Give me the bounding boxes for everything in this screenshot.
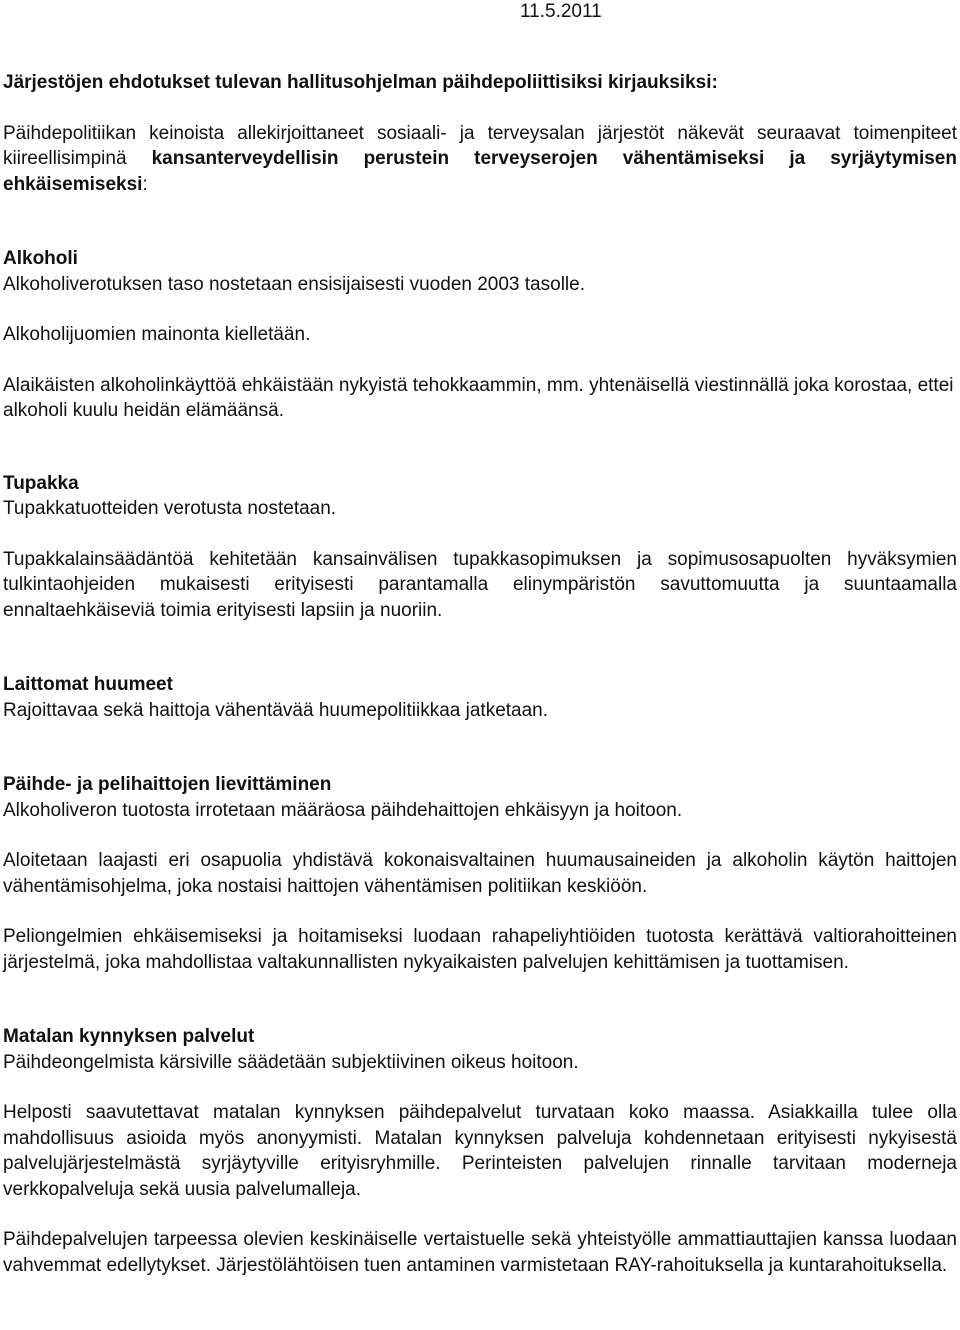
paihde-paragraph-2: Aloitetaan laajasti eri osapuolia yhdistävä kokonaisvaltainen huumausaineiden ja alkoholin käytön haittojen vähentämisohjelma, joka nostaisi haittojen vähentämisen politiikan keskiöön. — [3, 850, 957, 897]
matala-paragraph-1: Päihdeongelmista kärsiville säädetään subjektiivinen oikeus hoitoon. — [3, 1051, 579, 1073]
section-heading-tupakka: Tupakka — [3, 472, 79, 494]
alkoholi-paragraph-1: Alkoholiverotuksen taso nostetaan ensisijaisesti vuoden 2003 tasolle. — [3, 273, 585, 295]
intro-emphasis: kansanterveydellisin perustein terveyserojen vähentämiseksi ja syrjäytymisen ehkäisemiseksi — [3, 148, 957, 195]
document-body — [3, 70, 957, 1278]
alkoholi-paragraph-2: Alkoholijuomien mainonta kielletään. — [3, 324, 311, 345]
alkoholi-paragraph-3: Alaikäisten alkoholinkäyttöä ehkäistään nykyistä tehokkaammin, mm. yhtenäisellä viestinnällä joka korostaa, ettei alkoholi kuulu heidän elämäänsä. — [3, 374, 954, 421]
section-heading-huumeet: Laittomat huumeet — [3, 674, 173, 695]
tupakka-paragraph-1: Tupakkatuotteiden verotusta nostetaan. — [3, 498, 337, 519]
paihde-paragraph-1: Alkoholiveron tuotosta irrotetaan määräosa päihdehaittojen ehkäisyyn ja hoitoon. — [3, 799, 683, 821]
document-title: Järjestöjen ehdotukset tulevan hallitusohjelman päihdepoliittisiksi kirjauksiksi: — [3, 72, 718, 93]
document-date: 11.5.2011 — [520, 1, 602, 22]
huumeet-paragraph-1: Rajoittavaa sekä haittoja vähentävää huumepolitiikkaa jatketaan. — [3, 699, 549, 721]
section-heading-matala: Matalan kynnyksen palvelut — [3, 1026, 255, 1047]
paihde-paragraph-3: Peliongelmien ehkäisemiseksi ja hoitamiseksi luodaan rahapeliyhtiöiden tuotosta kerättävä valtiorahoitteinen järjestelmä, joka mahdollistaa valtakunnallisten nykyaikaisten palvelujen kehittämisen ja tuottamisen. — [3, 926, 957, 973]
tupakka-paragraph-2: Tupakkalainsäädäntöä kehitetään kansainvälisen tupakkasopimuksen ja sopimusosapuolten hyväksymien tulkintaohjeiden mukaisesti erityisesti parantamalla elinympäristön savuttomuutta ja suuntaamalla ennaltaehkäiseviä toimia erityisesti lapsiin ja nuoriin. — [3, 548, 957, 621]
section-heading-paihde: Päihde- ja pelihaittojen lievittäminen — [3, 774, 332, 795]
matala-paragraph-2: Helposti saavutettavat matalan kynnyksen päihdepalvelut turvataan koko maassa. Asiakkailla tulee olla mahdollisuus asioida myös anonyymisti. Matalan kynnyksen palveluja kohdennetaan erityisesti nykyisestä palvelujärjestelmästä syrjäytyville erityisryhmille. Perinteisten palvelujen rinnalle tarvitaan moderneja verkkopalveluja sekä uusia palvelumalleja. — [3, 1102, 957, 1200]
section-heading-alkoholi: Alkoholi — [3, 248, 78, 269]
matala-paragraph-3: Päihdepalvelujen tarpeessa olevien keskinäiselle vertaistuelle sekä yhteistyölle ammattiauttajien kanssa luodaan vahvemmat edellytykset. Järjestölähtöisen tuen antaminen varmistetaan RAY-rahoituksella ja kuntarahoituksella. — [3, 1229, 957, 1276]
intro-text: Päihdepolitiikan keinoista allekirjoittaneet sosiaali- ja terveysalan järjestöt näkevät seuraavat toimenpiteet kiireellisimpinä — [3, 122, 957, 169]
intro-paragraph — [3, 121, 957, 198]
intro-colon: : — [142, 173, 148, 195]
